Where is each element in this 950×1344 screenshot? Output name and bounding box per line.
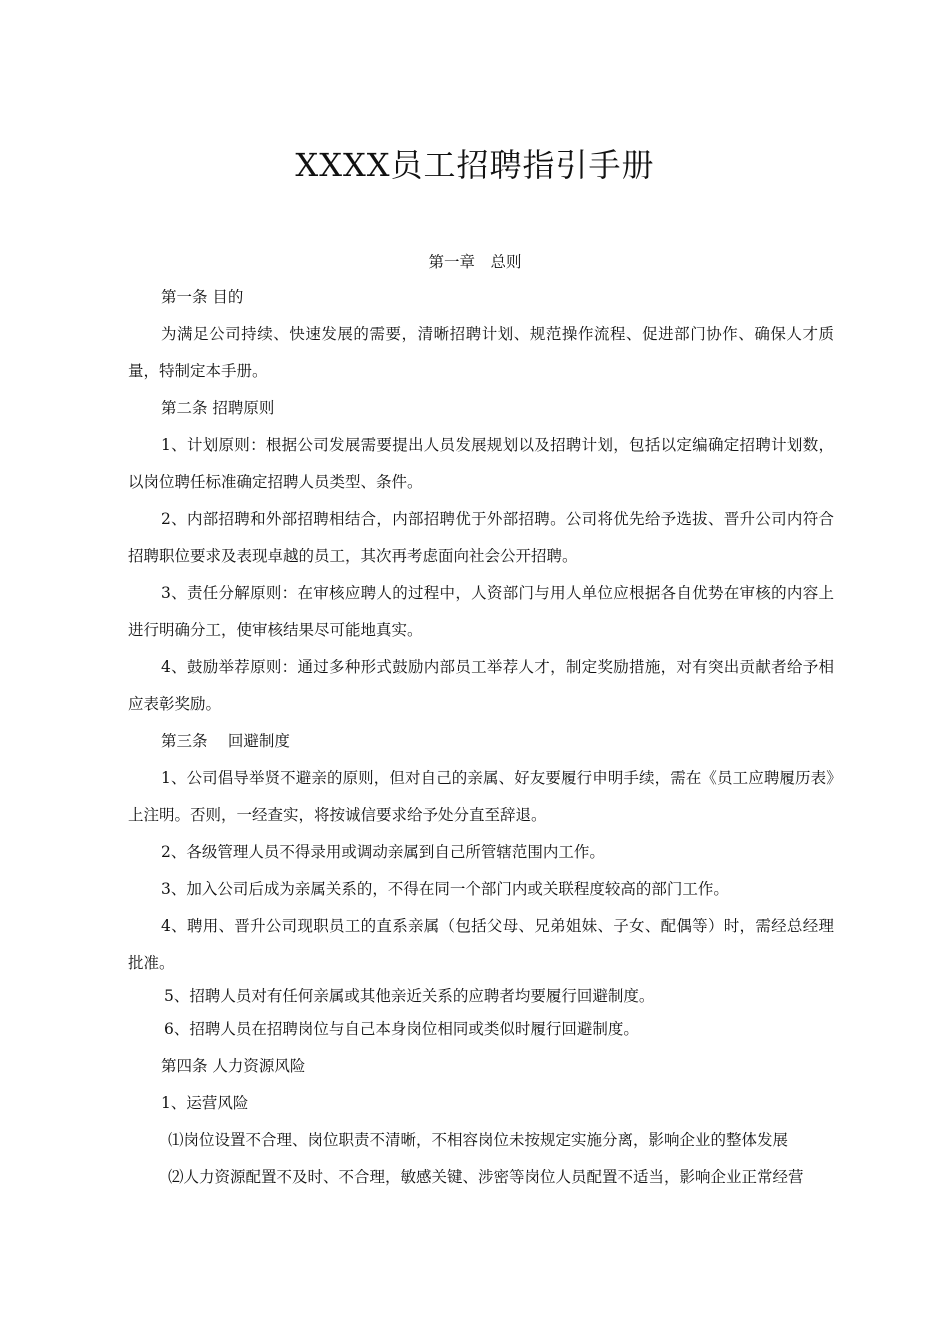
paragraph: 1、计划原则：根据公司发展需要提出人员发展规划以及招聘计划，包括以定编确定招聘计划数，以岗位聘任标准确定招聘人员类型、条件。 [128,436,834,491]
paragraph: 3、责任分解原则：在审核应聘人的过程中，人资部门与用人单位应根据各自优势在审核的内容上进行明确分工，使审核结果尽可能地真实。 [128,584,834,639]
paragraph: 6、招聘人员在招聘岗位与自己本身岗位相同或类似时履行回避制度。 [164,1020,639,1038]
article-heading: 第四条 人力资源风险 [161,1057,306,1075]
paragraph: 3、加入公司后成为亲属关系的，不得在同一个部门内或关联程度较高的部门工作。 [161,880,729,898]
paragraph: 1、公司倡导举贤不避亲的原则，但对自己的亲属、好友要履行申明手续，需在《员工应聘履历表》上注明。否则，一经查实，将按诚信要求给予处分直至辞退。 [128,769,834,824]
paragraph: 为满足公司持续、快速发展的需要，清晰招聘计划、规范操作流程、促进部门协作、确保人才质量，特制定本手册。 [128,325,834,380]
paragraph: 2、各级管理人员不得录用或调动亲属到自己所管辖范围内工作。 [161,843,605,861]
paragraph: ⑴岗位设置不合理、岗位职责不清晰，不相容岗位未按规定实施分离，影响企业的整体发展 [168,1131,789,1149]
article-heading: 第三条 回避制度 [161,732,290,750]
chapter-heading: 第一章 总则 [428,253,522,271]
article-heading: 第一条 目的 [161,288,244,306]
paragraph: 4、鼓励举荐原则：通过多种形式鼓励内部员工举荐人才，制定奖励措施，对有突出贡献者给予相应表彰奖励。 [128,658,834,713]
article-heading: 第二条 招聘原则 [161,399,275,417]
document-title: XXXX员工招聘指引手册 [295,146,655,184]
paragraph: 4、聘用、晋升公司现职员工的直系亲属（包括父母、兄弟姐妹、子女、配偶等）时，需经总经理批准。 [128,917,834,972]
paragraph: ⑵人力资源配置不及时、不合理，敏感关键、涉密等岗位人员配置不适当，影响企业正常经营 [168,1168,804,1186]
paragraph: 5、招聘人员对有任何亲属或其他亲近关系的应聘者均要履行回避制度。 [164,987,655,1005]
paragraph: 1、运营风险 [161,1094,249,1112]
document-body [128,279,834,1196]
paragraph: 2、内部招聘和外部招聘相结合，内部招聘优于外部招聘。公司将优先给予选拔、晋升公司内符合招聘职位要求及表现卓越的员工，其次再考虑面向社会公开招聘。 [128,510,834,565]
